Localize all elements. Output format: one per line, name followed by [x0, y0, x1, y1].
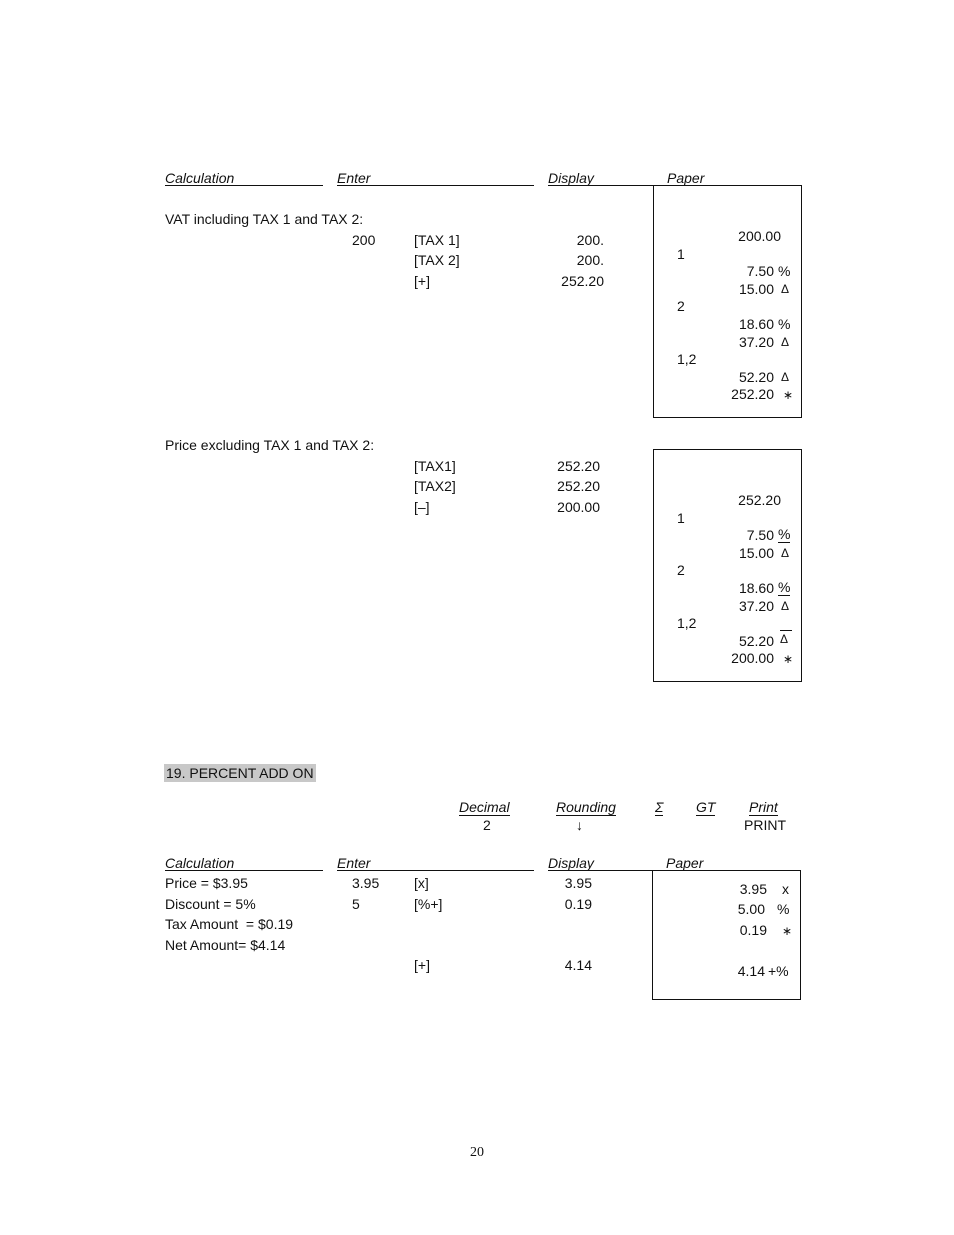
percent-symbol: %	[778, 579, 791, 595]
setting-rounding-label: Rounding	[556, 799, 616, 815]
add-on-percent-symbol: +%	[768, 963, 789, 979]
header-calculation: Calculation	[165, 855, 235, 871]
header-enter: Enter	[337, 170, 371, 186]
paper-label: 2	[677, 298, 685, 314]
paper-tape-vat-including	[653, 185, 802, 418]
delta-symbol: Δ	[781, 546, 790, 560]
calc-line-tax-amount: Tax Amount = $0.19	[165, 916, 294, 932]
paper-value: 7.50	[746, 263, 774, 279]
total-asterisk-symbol: ∗	[783, 388, 794, 402]
vat-including-title: VAT including TAX 1 and TAX 2:	[165, 211, 364, 227]
vat-inc-display-1: 200.	[576, 232, 604, 248]
setting-gt-label: GT	[696, 799, 716, 815]
price-exc-display-2: 252.20	[557, 478, 600, 494]
rounding-down-arrow-icon: ↓	[576, 817, 583, 833]
header-display: Display	[548, 855, 594, 871]
price-excluding-title: Price excluding TAX 1 and TAX 2:	[165, 437, 375, 453]
paper-label: 1	[677, 510, 685, 526]
multiply-symbol: x	[782, 881, 789, 897]
pao-enter-1: 3.95	[352, 875, 380, 891]
price-exc-key-3: [–]	[414, 499, 430, 515]
paper-value: 5.00	[737, 901, 765, 917]
paper-value: 4.14	[737, 963, 765, 979]
vat-inc-display-3: 252.20	[561, 273, 604, 289]
page-number: 20	[470, 1145, 484, 1160]
pao-display-1: 3.95	[564, 875, 592, 891]
pao-enter-2: 5	[352, 896, 360, 912]
pao-display-2: 0.19	[564, 896, 592, 912]
section-title-percent-add-on: 19. PERCENT ADD ON	[166, 765, 314, 781]
pao-key-3: [+]	[414, 957, 430, 973]
percent-symbol: %	[778, 526, 791, 542]
calc-line-net-amount: Net Amount= $4.14	[165, 937, 286, 953]
price-exc-key-2: [TAX2]	[414, 478, 456, 494]
paper-label: 1	[677, 246, 685, 262]
header-enter-rule	[337, 870, 534, 871]
vat-inc-display-2: 200.	[576, 252, 604, 268]
setting-print-value: PRINT	[744, 817, 786, 833]
paper-value: 3.95	[739, 881, 767, 897]
setting-sigma-label: Σ	[655, 799, 664, 815]
setting-decimal-value: 2	[483, 817, 491, 833]
paper-label: 1,2	[677, 351, 697, 367]
calc-line-price: Price = $3.95	[165, 875, 248, 891]
header-display-rule	[548, 185, 653, 186]
paper-tape-price-excluding	[653, 449, 802, 682]
delta-symbol: Δ	[781, 335, 790, 349]
paper-tape-percent-add-on	[652, 870, 801, 1000]
pao-key-1: [x]	[414, 875, 429, 891]
price-exc-key-1: [TAX1]	[414, 458, 456, 474]
paper-value: 52.20	[738, 633, 774, 649]
header-enter: Enter	[337, 855, 371, 871]
header-display-rule	[548, 870, 653, 871]
paper-value: 18.60	[738, 316, 774, 332]
total-asterisk-symbol: ∗	[783, 652, 794, 666]
header-paper: Paper	[667, 170, 705, 186]
pao-display-3: 4.14	[564, 957, 592, 973]
header-calculation-rule	[165, 870, 323, 871]
vat-inc-enter-1: 200	[352, 232, 376, 248]
total-asterisk-symbol: ∗	[782, 924, 793, 938]
calc-line-discount: Discount = 5%	[165, 896, 256, 912]
paper-value: 252.20	[738, 492, 781, 508]
delta-symbol: Δ	[780, 630, 792, 647]
delta-symbol: Δ	[781, 599, 790, 613]
vat-inc-key-3: [+]	[414, 273, 430, 289]
price-exc-display-3: 200.00	[557, 499, 600, 515]
setting-print-label: Print	[749, 799, 778, 815]
paper-value: 37.20	[738, 334, 774, 350]
vat-inc-key-1: [TAX 1]	[414, 232, 460, 248]
header-calculation: Calculation	[165, 170, 235, 186]
paper-value: 252.20	[731, 386, 774, 402]
percent-symbol: %	[778, 263, 791, 279]
paper-value: 37.20	[738, 598, 774, 614]
paper-value: 15.00	[738, 281, 774, 297]
paper-value: 52.20	[738, 369, 774, 385]
delta-symbol: Δ	[781, 282, 790, 296]
price-exc-display-1: 252.20	[557, 458, 600, 474]
percent-symbol: %	[777, 901, 790, 917]
header-paper: Paper	[666, 855, 704, 871]
header-calculation-rule	[165, 185, 323, 186]
paper-label: 2	[677, 562, 685, 578]
paper-value: 18.60	[738, 580, 774, 596]
paper-value: 7.50	[746, 527, 774, 543]
header-display: Display	[548, 170, 594, 186]
paper-label: 1,2	[677, 615, 697, 631]
paper-value: 200.00	[731, 650, 774, 666]
setting-decimal-label: Decimal	[459, 799, 510, 815]
vat-inc-key-2: [TAX 2]	[414, 252, 460, 268]
paper-value: 200.00	[738, 228, 781, 244]
delta-symbol: Δ	[781, 370, 790, 384]
pao-key-2: [%+]	[414, 896, 443, 912]
percent-symbol: %	[778, 316, 791, 332]
header-enter-rule	[337, 185, 534, 186]
paper-value: 15.00	[738, 545, 774, 561]
paper-value: 0.19	[739, 922, 767, 938]
